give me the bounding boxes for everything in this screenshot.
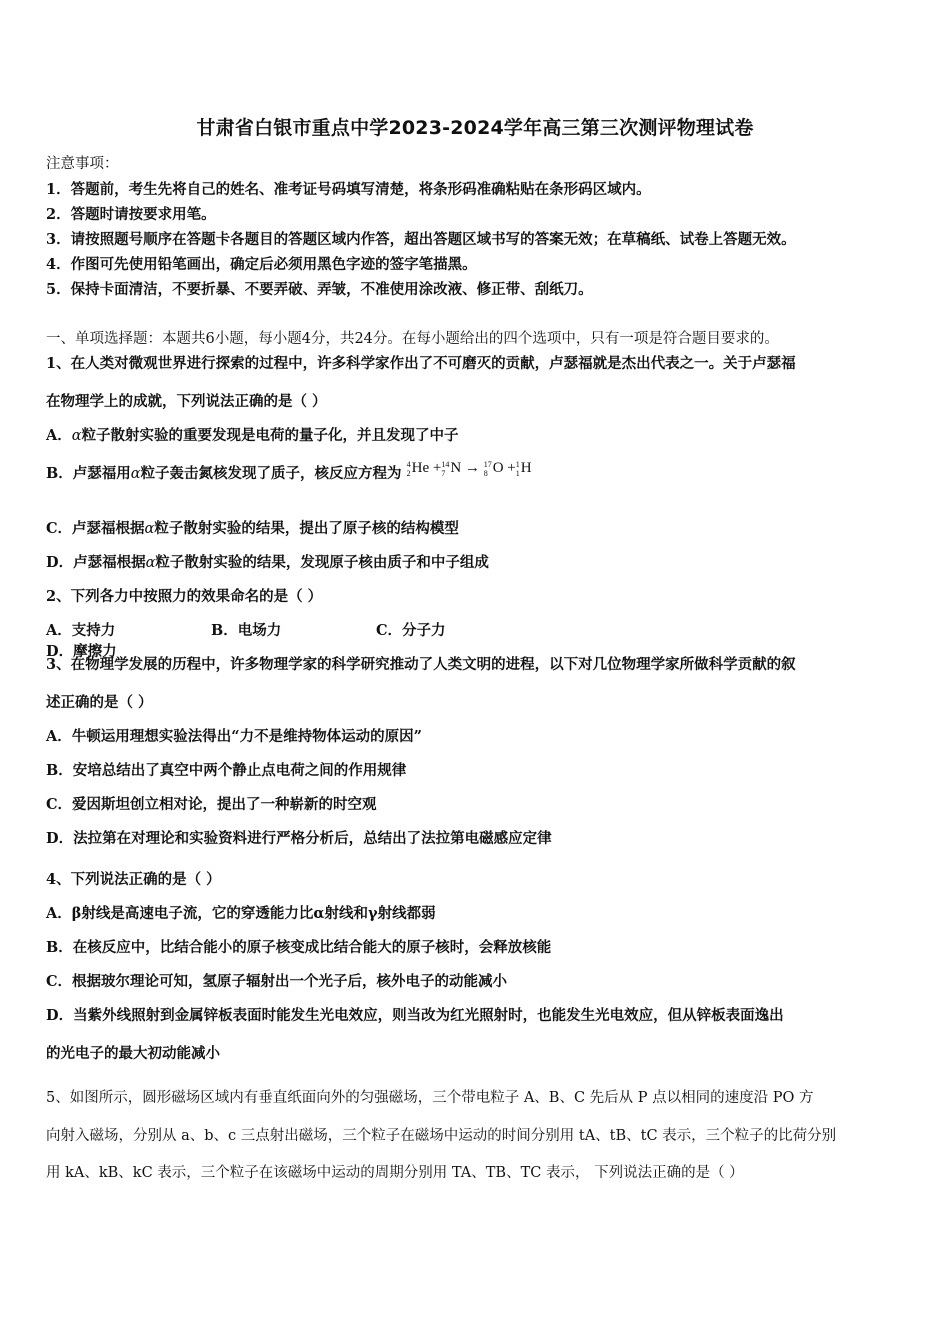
q1-option-b xyxy=(46,459,532,484)
plus-sign: + xyxy=(507,460,516,476)
q1-c-text: 粒子散射实验的结果，提出了原子核的结构模型 xyxy=(154,520,459,537)
o-symbol: O xyxy=(492,460,504,476)
nuclear-equation xyxy=(407,460,532,476)
alpha-symbol: α xyxy=(145,555,156,571)
q4-option-b: B．在核反应中，比结合能小的原子核变成比结合能大的原子核时，会释放核能 xyxy=(46,939,552,956)
q1-a-label: A． xyxy=(46,427,72,444)
q1-stem-line1: 1、在人类对微观世界进行探索的过程中，许多科学家作出了不可磨灭的贡献，卢瑟福就是杰出代表之一。关于卢瑟福 xyxy=(46,355,796,372)
q4-option-d-line2: 的光电子的最大初动能减小 xyxy=(46,1045,220,1062)
q5-stem-line2: 向射入磁场，分别从 a、b、c 三点射出磁场，三个粒子在磁场中运动的时间分别用 tA、tB、tC 表示，三个粒子的比荷分别 xyxy=(46,1128,837,1144)
q1-d-label: D．卢瑟福根据 xyxy=(46,554,146,571)
h-mass: 1 xyxy=(515,459,520,469)
q1-b-label: B．卢瑟福用 xyxy=(46,465,131,482)
o-nuclide-indices xyxy=(484,460,492,478)
q4-option-c: C．根据玻尔理论可知，氢原子辐射出一个光子后，核外电子的动能减小 xyxy=(46,973,508,990)
notice-item-4: 4．作图可先使用铅笔画出，确定后必须用黑色字迹的签字笔描黑。 xyxy=(46,256,477,273)
q5-stem-line3: 用 kA、kB、kC 表示，三个粒子在该磁场中运动的周期分别用 TA、TB、TC 表示， 下列说法正确的是（ ） xyxy=(46,1165,744,1181)
plus-sign: + xyxy=(432,460,442,476)
q3-option-a: A．牛顿运用理想实验法得出“力不是维持物体运动的原因” xyxy=(46,728,422,745)
n-z: 7 xyxy=(441,468,446,478)
q1-c-label: C．卢瑟福根据 xyxy=(46,520,145,537)
he-nuclide-indices xyxy=(407,460,411,478)
q1-stem-line2: 在物理学上的成就，下列说法正确的是（ ） xyxy=(46,393,327,410)
notice-item-3: 3．请按照题号顺序在答题卡各题目的答题区域内作答，超出答题区域书写的答案无效；在草稿纸、试卷上答题无效。 xyxy=(46,231,796,248)
he-mass: 4 xyxy=(406,459,411,469)
q1-option-d xyxy=(46,551,489,572)
he-z: 2 xyxy=(406,468,411,478)
q2-option-a: A．支持力 xyxy=(46,622,116,639)
h-symbol: H xyxy=(520,460,532,476)
arrow-icon: → xyxy=(464,460,480,476)
alpha-symbol: α xyxy=(130,466,141,482)
notice-item-5: 5．保持卡面清洁，不要折暴、不要弄破、弄皱，不准使用涂改液、修正带、刮纸刀。 xyxy=(46,281,593,298)
q3-stem-line2: 述正确的是（ ） xyxy=(46,694,153,711)
he-symbol: He xyxy=(411,460,430,476)
h-z: 1 xyxy=(515,468,520,478)
q4-option-d-line1: D．当紫外线照射到金属锌板表面时能发生光电效应，则当改为红光照射时，也能发生光电效应，但从锌板表面逸出 xyxy=(46,1007,784,1024)
q3-option-c: C．爱因斯坦创立相对论，提出了一种崭新的时空观 xyxy=(46,796,377,813)
alpha-symbol: α xyxy=(71,428,82,444)
q1-d-text: 粒子散射实验的结果，发现原子核由质子和中子组成 xyxy=(155,554,489,571)
n-nuclide-indices xyxy=(441,460,449,478)
q4-stem: 4、下列说法正确的是（ ） xyxy=(46,871,221,888)
alpha-symbol: α xyxy=(144,521,155,537)
section-heading: 一、单项选择题：本题共6小题，每小题4分，共24分。在每小题给出的四个选项中，只有一项是符合题目要求的。 xyxy=(46,331,779,347)
h-nuclide-indices xyxy=(516,460,520,478)
q2-option-d: D．摩擦力 xyxy=(46,643,117,660)
notice-item-2: 2．答题时请按要求用笔。 xyxy=(46,206,216,223)
q3-stem-line1: 3、在物理学发展的历程中，许多物理学家的科学研究推动了人类文明的进程，以下对几位物理学家所做科学贡献的叙 xyxy=(46,656,796,673)
n-mass: 14 xyxy=(441,459,450,469)
q3-option-d: D．法拉第在对理论和实验资料进行严格分析后，总结出了法拉第电磁感应定律 xyxy=(46,830,552,847)
q2-option-b: B．电场力 xyxy=(211,622,282,639)
q1-option-a xyxy=(46,424,459,445)
q2-option-c: C．分子力 xyxy=(376,622,446,639)
n-symbol: N xyxy=(450,460,462,476)
o-z: 8 xyxy=(483,468,488,478)
notice-heading: 注意事项： xyxy=(46,156,119,172)
q1-b-text: 粒子轰击氮核发现了质子，核反应方程为 xyxy=(140,465,402,482)
page-title: 甘肃省白银市重点中学2023-2024学年高三第三次测评物理试卷 xyxy=(196,117,754,139)
q1-option-c xyxy=(46,517,459,538)
q1-a-text: 粒子散射实验的重要发现是电荷的量子化，并且发现了中子 xyxy=(81,427,459,444)
q5-stem-line1: 5、如图所示，圆形磁场区域内有垂直纸面向外的匀强磁场，三个带电粒子 A、B、C 先后从 P 点以相同的速度沿 PO 方 xyxy=(46,1090,814,1106)
notice-item-1: 1．答题前，考生先将自己的姓名、准考证号码填写清楚，将条形码准确粘贴在条形码区域内。 xyxy=(46,181,651,198)
q3-option-b: B．安培总结出了真空中两个静止点电荷之间的作用规律 xyxy=(46,762,407,779)
o-mass: 17 xyxy=(483,459,492,469)
q2-stem: 2、下列各力中按照力的效果命名的是（ ） xyxy=(46,588,323,605)
q4-option-a: A．β射线是高速电子流，它的穿透能力比α射线和γ射线都弱 xyxy=(46,905,436,922)
